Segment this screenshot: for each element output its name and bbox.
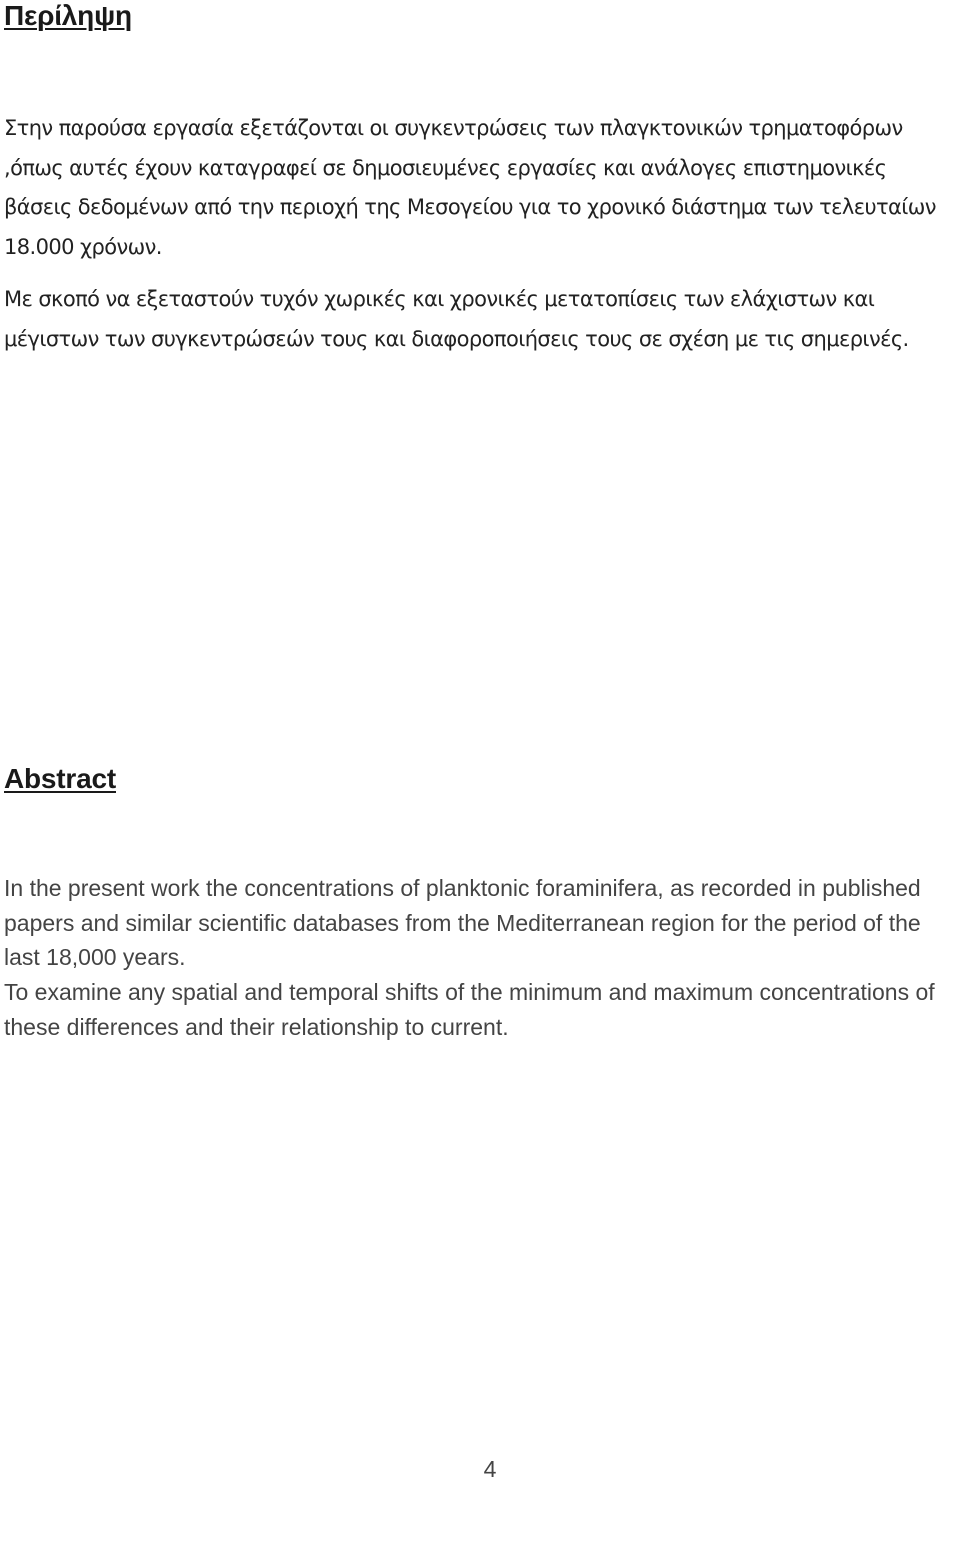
english-abstract-paragraph-2: To examine any spatial and temporal shifts of the minimum and maximum concentrations of these differences and their relationship to current.	[4, 979, 935, 1040]
greek-abstract-paragraph-1: Στην παρούσα εργασία εξετάζονται οι συγκεντρώσεις των πλαγκτονικών τρηματοφόρων ,όπως αυτές έχουν καταγραφεί σε δημοσιευμένες εργασίες και ανάλογες επιστημονικές βάσεις δεδομένων από την περιοχή της Μεσογείου για το χρονικό διάστημα των τελευταίων 18.000 χρόνων.	[4, 116, 936, 259]
english-abstract-heading: Abstract	[4, 763, 116, 794]
greek-abstract-heading: Περίληψη	[4, 0, 132, 31]
english-abstract-paragraph-1: In the present work the concentrations of planktonic foraminifera, as recorded in published papers and similar scientific databases from the Mediterranean region for the period of the last 18,000 years.	[4, 875, 921, 970]
greek-abstract-paragraph-2: Με σκοπό να εξεταστούν τυχόν χωρικές και χρονικές μετατοπίσεις των ελάχιστων και μέγιστων των συγκεντρώσεών τους και διαφοροποιήσεις τους σε σχέση με τις σημερινές.	[4, 287, 909, 351]
page-number: 4	[483, 1456, 497, 1482]
